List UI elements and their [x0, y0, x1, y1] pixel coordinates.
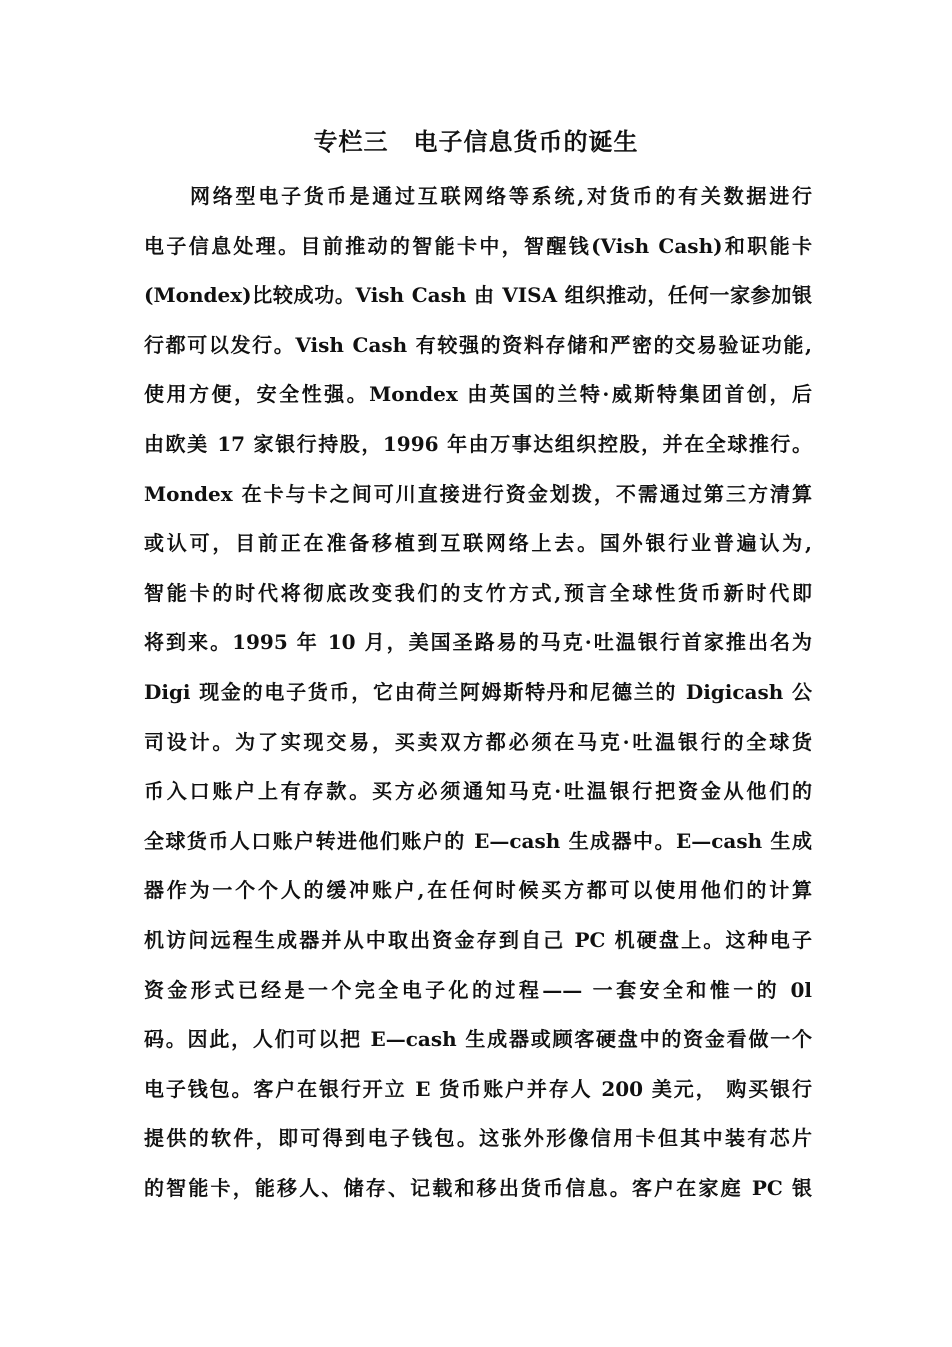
text-line: 智能卡的时代将彻底改变我们的支竹方式,预言全球性货币新时代即 [144, 580, 812, 605]
text-line: 由欧美 17 家银行持股，1996 年由万事达组织控股，并在全球推行。 [144, 431, 812, 456]
text-line: Digi 现金的电子货币，它由荷兰阿姆斯特丹和尼德兰的 Digicash 公 [144, 679, 812, 704]
text-line: 机访问远程生成器并从中取出资金存到自己 PC 机硬盘上。这种电子 [144, 927, 812, 952]
text-line: 的智能卡，能移人、储存、记载和移出货币信息。客户在家庭 PC 银 [144, 1175, 812, 1200]
text-line: 电子钱包。客户在银行开立 E 货币账户并存人 200 美元， 购买银行 [144, 1076, 812, 1101]
text-line: 电子信息处理。目前推动的智能卡中，智醒钱(Vish Cash)和职能卡 [144, 233, 812, 258]
text-line: 全球货币人口账户转进他们账户的 E—cash 生成器中。E—cash 生成 [144, 828, 812, 853]
text-line: 或认可，目前正在准备移植到互联网络上去。国外银行业普遍认为, [144, 531, 812, 556]
text-line: 使用方便，安全性强。Mondex 由英国的兰特·威斯特集团首创，后 [144, 382, 812, 407]
text-line: 司设计。为了实现交易，买卖双方都必须在马克·吐温银行的全球货 [144, 729, 812, 754]
text-line: 行都可以发行。Vish Cash 有较强的资料存储和严密的交易验证功能, [144, 332, 812, 357]
body-paragraph [144, 172, 812, 1213]
text-line: 器作为一个个人的缓冲账户,在任何时候买方都可以使用他们的计算 [144, 878, 812, 903]
text-line: 网络型电子货币是通过互联网络等系统,对货币的有关数据进行 [190, 184, 812, 208]
text-line: 资金形式已经是一个完全电子化的过程—— 一套安全和惟一的 0l [144, 977, 812, 1002]
text-line: (Mondex)比较成功。Vish Cash 由 VISA 组织推动，任何一家参加银 [144, 283, 812, 308]
text-line: 币入口账户上有存款。买方必须通知马克·吐温银行把资金从他们的 [144, 779, 812, 804]
text-line: 提供的软件，即可得到电子钱包。这张外形像信用卡但其中装有芯片 [144, 1126, 812, 1151]
text-line: 将到来。1995 年 10 月，美国圣路易的马克·吐温银行首家推出名为 [144, 630, 812, 655]
text-line: 码。因此，人们可以把 E—cash 生成器或顾客硬盘中的资金看做一个 [144, 1027, 812, 1052]
text-line: Mondex 在卡与卡之间可川直接进行资金划拨，不需通过第三方清算 [144, 481, 812, 506]
document-title: 专栏三 电子信息货币的诞生 [313, 127, 639, 156]
